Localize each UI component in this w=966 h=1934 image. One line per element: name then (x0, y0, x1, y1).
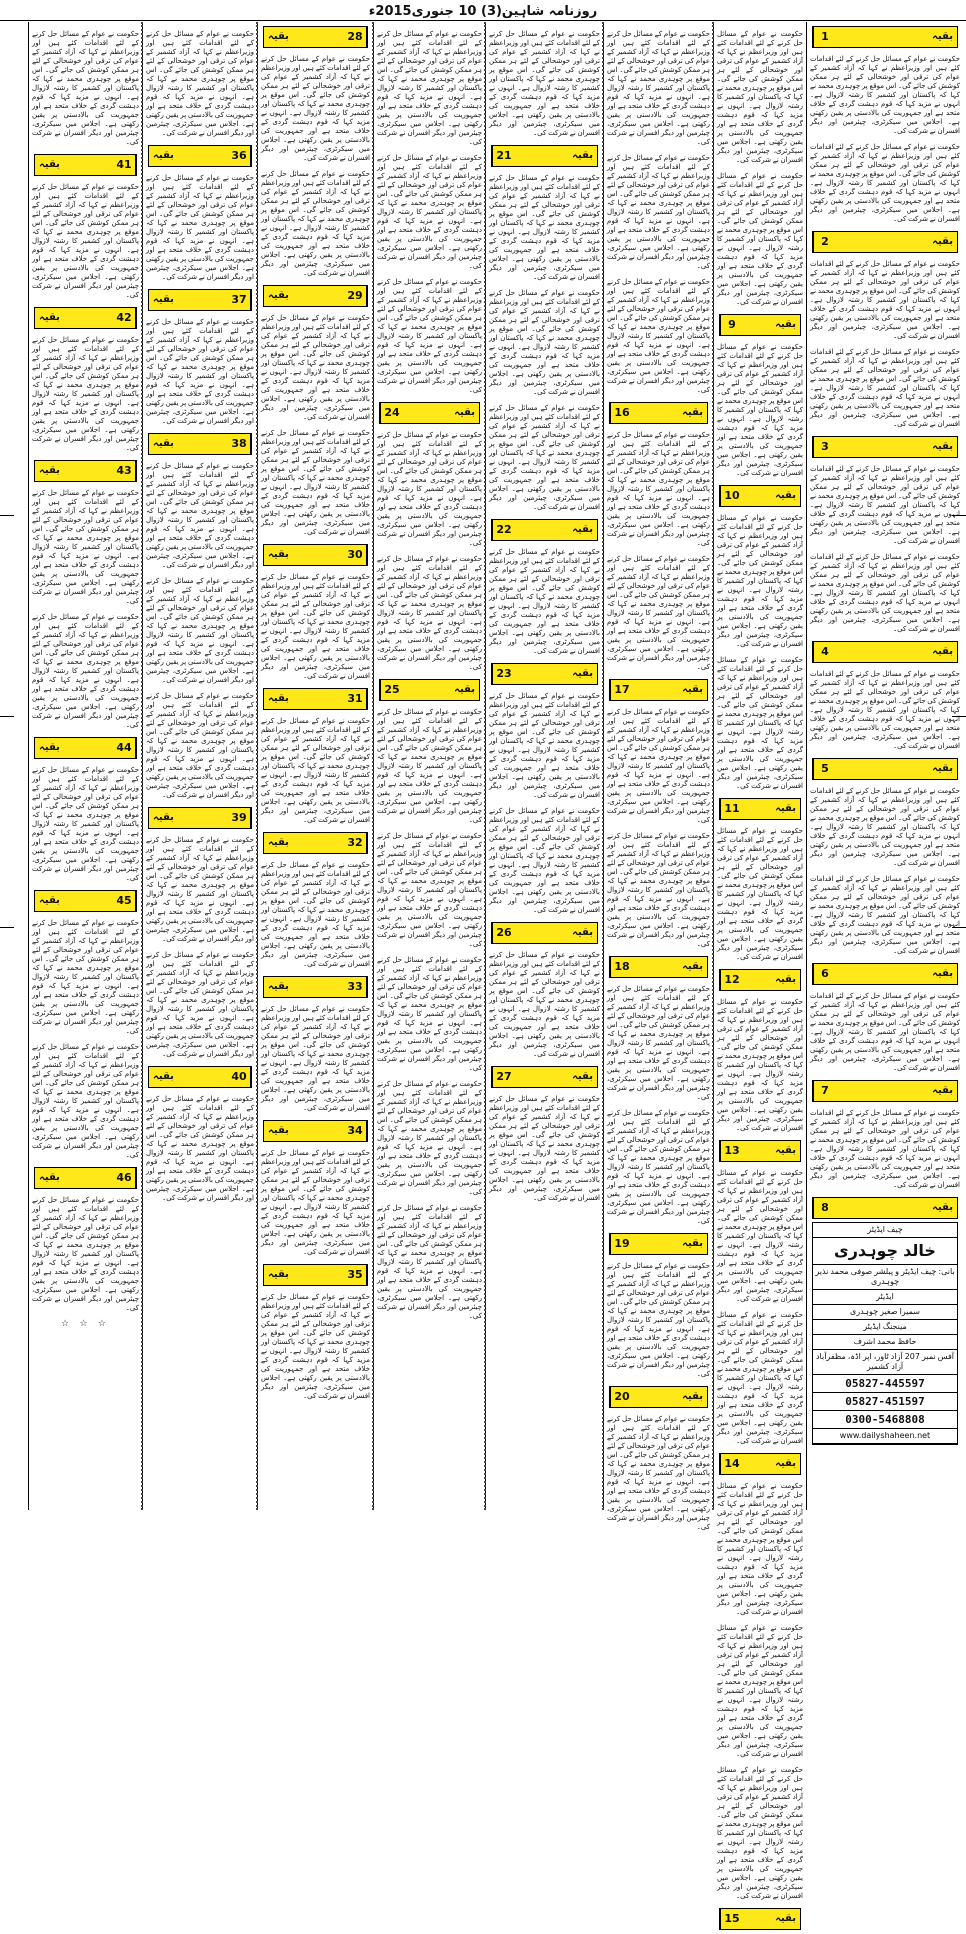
continuation-tag-9: 9 بقیہ (719, 314, 801, 336)
fold-mark (952, 927, 966, 928)
article-text: حکومت نے عوام کے مسائل حل کرنے کے لئے اقدامات کئے ہیں اور وزیراعظم نے کہا کہ آزاد کشمیر کے عوام کی ترقی اور خوشحالی کے لئے ہر ممکن کوشش کی جائے گی۔ اس موقع پر چوہدری محمد نے کہا کہ پاکستان اور کشمیر کا رشتہ لازوال ہے۔ انہوں نے مزید کہا کہ قوم دہشت گردی کے خلاف متحد ہے اور جمہوریت کی بالادستی پر یقین رکھتی ہے۔ اجلاس میں سیکرٹری، چیئرمین اور دیگر افسران نے شرکت کی۔ (810, 992, 960, 1072)
continuation-tag-29: 29 بقیہ (263, 285, 368, 307)
chief-editor-label: چیف ایڈیٹر (813, 1223, 957, 1238)
continuation-tag-18: 18 بقیہ (609, 956, 708, 978)
office-address: آفس نمبر 207 آزاد ٹاور، اپر اڈہ، مظفرآباد آزاد کشمیر (813, 1350, 957, 1375)
continuation-tag-33: 33 بقیہ (263, 976, 368, 998)
continuation-tag-19: 19 بقیہ (609, 1233, 708, 1255)
column-7 (142, 22, 257, 1510)
article-text: حکومت نے عوام کے مسائل حل کرنے کے لئے اقدامات کئے ہیں اور وزیراعظم نے کہا کہ آزاد کشمیر کے عوام کی ترقی اور خوشحالی کے لئے ہر ممکن کوشش کی جائے گی۔ اس موقع پر چوہدری محمد نے کہا کہ پاکستان اور کشمیر کا رشتہ لازوال ہے۔ انہوں نے مزید کہا کہ قوم دہشت گردی کے خلاف متحد ہے اور جمہوریت کی بالادستی پر یقین رکھتی ہے۔ اجلاس میں سیکرٹری، چیئرمین اور دیگر افسران نے شرکت کی۔ (146, 951, 254, 1058)
article-text: حکومت نے عوام کے مسائل حل کرنے کے لئے اقدامات کئے ہیں اور وزیراعظم نے کہا کہ آزاد کشمیر کے عوام کی ترقی اور خوشحالی کے لئے ہر ممکن کوشش کی جائے گی۔ اس موقع پر چوہدری محمد نے کہا کہ پاکستان اور کشمیر کا رشتہ لازوال ہے۔ انہوں نے مزید کہا کہ قوم دہشت گردی کے خلاف متحد ہے اور جمہوریت کی بالادستی پر یقین رکھتی ہے۔ اجلاس میں سیکرٹری، چیئرمین اور دیگر افسران نے شرکت کی۔ (261, 573, 370, 680)
continuation-tag-13: 13 بقیہ (719, 1140, 801, 1162)
article-text: حکومت نے عوام کے مسائل حل کرنے کے لئے اقدامات کئے ہیں اور وزیراعظم نے کہا کہ آزاد کشمیر کے عوام کی ترقی اور خوشحالی کے لئے ہر ممکن کوشش کی جائے گی۔ اس موقع پر چوہدری محمد نے کہا کہ پاکستان اور کشمیر کا رشتہ لازوال ہے۔ انہوں نے مزید کہا کہ قوم دہشت گردی کے خلاف متحد ہے اور جمہوریت کی بالادستی پر یقین رکھتی ہے۔ اجلاس میں سیکرٹری، چیئرمین اور دیگر افسران نے شرکت کی۔ (607, 154, 710, 270)
article-text: حکومت نے عوام کے مسائل حل کرنے کے لئے اقدامات کئے ہیں اور وزیراعظم نے کہا کہ آزاد کشمیر کے عوام کی ترقی اور خوشحالی کے لئے ہر ممکن کوشش کی جائے گی۔ اس موقع پر چوہدری محمد نے کہا کہ پاکستان اور کشمیر کا رشتہ لازوال ہے۔ انہوں نے مزید کہا کہ قوم دہشت گردی کے خلاف متحد ہے اور جمہوریت کی بالادستی پر یقین رکھتی ہے۔ اجلاس میں سیکرٹری، چیئرمین اور دیگر افسران نے شرکت کی۔ (607, 431, 710, 547)
article-text: حکومت نے عوام کے مسائل حل کرنے کے لئے اقدامات کئے ہیں اور وزیراعظم نے کہا کہ آزاد کشمیر کے عوام کی ترقی اور خوشحالی کے لئے ہر ممکن کوشش کی جائے گی۔ اس موقع پر چوہدری محمد نے کہا کہ پاکستان اور کشمیر کا رشتہ لازوال ہے۔ انہوں نے مزید کہا کہ قوم دہشت گردی کے خلاف متحد ہے اور جمہوریت کی بالادستی پر یقین رکھتی ہے۔ اجلاس میں سیکرٹری، چیئرمین اور دیگر افسران نے شرکت کی۔ (377, 555, 482, 671)
continuation-tag-14: 14 بقیہ (719, 1453, 801, 1475)
article-text: حکومت نے عوام کے مسائل حل کرنے کے لئے اقدامات کئے ہیں اور وزیراعظم نے کہا کہ آزاد کشمیر کے عوام کی ترقی اور خوشحالی کے لئے ہر ممکن کوشش کی جائے گی۔ اس موقع پر چوہدری محمد نے کہا کہ پاکستان اور کشمیر کا رشتہ لازوال ہے۔ انہوں نے مزید کہا کہ قوم دہشت گردی کے خلاف متحد ہے اور جمہوریت کی بالادستی پر یقین رکھتی ہے۔ اجلاس میں سیکرٹری، چیئرمین اور دیگر افسران نے شرکت کی۔ (607, 30, 710, 146)
article-text: حکومت نے عوام کے مسائل حل کرنے کے لئے اقدامات کئے ہیں اور وزیراعظم نے کہا کہ آزاد کشمیر کے عوام کی ترقی اور خوشحالی کے لئے ہر ممکن کوشش کی جائے گی۔ اس موقع پر چوہدری محمد نے کہا کہ پاکستان اور کشمیر کا رشتہ لازوال ہے۔ انہوں نے مزید کہا کہ قوم دہشت گردی کے خلاف متحد ہے اور جمہوریت کی بالادستی پر یقین رکھتی ہے۔ اجلاس میں سیکرٹری، چیئرمین اور دیگر افسران نے شرکت کی۔ (261, 429, 370, 536)
article-text: حکومت نے عوام کے مسائل حل کرنے کے لئے اقدامات کئے ہیں اور وزیراعظم نے کہا کہ آزاد کشمیر کے عوام کی ترقی اور خوشحالی کے لئے ہر ممکن کوشش کی جائے گی۔ اس موقع پر چوہدری محمد نے کہا کہ پاکستان اور کشمیر کا رشتہ لازوال ہے۔ انہوں نے مزید کہا کہ قوم دہشت گردی کے خلاف متحد ہے اور جمہوریت کی بالادستی پر یقین رکھتی ہے۔ اجلاس میں سیکرٹری، چیئرمین اور دیگر افسران نے شرکت کی۔ (489, 807, 600, 914)
continuation-tag-22: 22 بقیہ (491, 519, 598, 541)
continuation-tag-45: 45 بقیہ (34, 890, 137, 912)
continuation-tag-26: 26 بقیہ (491, 922, 598, 944)
article-text: حکومت نے عوام کے مسائل حل کرنے کے لئے اقدامات کئے ہیں اور وزیراعظم نے کہا کہ آزاد کشمیر کے عوام کی ترقی اور خوشحالی کے لئے ہر ممکن کوشش کی جائے گی۔ اس موقع پر چوہدری محمد نے کہا کہ پاکستان اور کشمیر کا رشتہ لازوال ہے۔ انہوں نے مزید کہا کہ قوم دہشت گردی کے خلاف متحد ہے اور جمہوریت کی بالادستی پر یقین رکھتی ہے۔ اجلاس میں سیکرٹری، چیئرمین اور دیگر افسران نے شرکت کی۔ (146, 30, 254, 137)
column-8 (28, 22, 142, 1510)
article-text: حکومت نے عوام کے مسائل حل کرنے کے لئے اقدامات کئے ہیں اور وزیراعظم نے کہا کہ آزاد کشمیر کے عوام کی ترقی اور خوشحالی کے لئے ہر ممکن کوشش کی جائے گی۔ اس موقع پر چوہدری محمد نے کہا کہ پاکستان اور کشمیر کا رشتہ لازوال ہے۔ انہوں نے مزید کہا کہ قوم دہشت گردی کے خلاف متحد ہے اور جمہوریت کی بالادستی پر یقین رکھتی ہے۔ اجلاس میں سیکرٹری، چیئرمین اور دیگر افسران نے شرکت کی۔ (607, 1262, 710, 1378)
article-text: حکومت نے عوام کے مسائل حل کرنے کے لئے اقدامات کئے ہیں اور وزیراعظم نے کہا کہ آزاد کشمیر کے عوام کی ترقی اور خوشحالی کے لئے ہر ممکن کوشش کی جائے گی۔ اس موقع پر چوہدری محمد نے کہا کہ پاکستان اور کشمیر کا رشتہ لازوال ہے۔ انہوں نے مزید کہا کہ قوم دہشت گردی کے خلاف متحد ہے اور جمہوریت کی بالادستی پر یقین رکھتی ہے۔ اجلاس میں سیکرٹری، چیئرمین اور دیگر افسران نے شرکت کی۔ (377, 431, 482, 547)
continuation-tag-16: 16 بقیہ (609, 402, 708, 424)
article-text: حکومت نے عوام کے مسائل حل کرنے کے لئے اقدامات کئے ہیں اور وزیراعظم نے کہا کہ آزاد کشمیر کے عوام کی ترقی اور خوشحالی کے لئے ہر ممکن کوشش کی جائے گی۔ اس موقع پر چوہدری محمد نے کہا کہ پاکستان اور کشمیر کا رشتہ لازوال ہے۔ انہوں نے مزید کہا کہ قوم دہشت گردی کے خلاف متحد ہے اور جمہوریت کی بالادستی پر یقین رکھتی ہے۔ اجلاس میں سیکرٹری، چیئرمین اور دیگر افسران نے شرکت کی۔ (717, 827, 803, 961)
continuation-tag-1: 1 بقیہ (812, 26, 958, 48)
article-text: حکومت نے عوام کے مسائل حل کرنے کے لئے اقدامات کئے ہیں اور وزیراعظم نے کہا کہ آزاد کشمیر کے عوام کی ترقی اور خوشحالی کے لئے ہر ممکن کوشش کی جائے گی۔ اس موقع پر چوہدری محمد نے کہا کہ پاکستان اور کشمیر کا رشتہ لازوال ہے۔ انہوں نے مزید کہا کہ قوم دہشت گردی کے خلاف متحد ہے اور جمہوریت کی بالادستی پر یقین رکھتی ہے۔ اجلاس میں سیکرٹری، چیئرمین اور دیگر افسران نے شرکت کی۔ (32, 1196, 139, 1312)
article-text: حکومت نے عوام کے مسائل حل کرنے کے لئے اقدامات کئے ہیں اور وزیراعظم نے کہا کہ آزاد کشمیر کے عوام کی ترقی اور خوشحالی کے لئے ہر ممکن کوشش کی جائے گی۔ اس موقع پر چوہدری محمد نے کہا کہ پاکستان اور کشمیر کا رشتہ لازوال ہے۔ انہوں نے مزید کہا کہ قوم دہشت گردی کے خلاف متحد ہے اور جمہوریت کی بالادستی پر یقین رکھتی ہے۔ اجلاس میں سیکرٹری، چیئرمین اور دیگر افسران نے شرکت کی۔ (607, 555, 710, 671)
article-text: حکومت نے عوام کے مسائل حل کرنے کے لئے اقدامات کئے ہیں اور وزیراعظم نے کہا کہ آزاد کشمیر کے عوام کی ترقی اور خوشحالی کے لئے ہر ممکن کوشش کی جائے گی۔ اس موقع پر چوہدری محمد نے کہا کہ پاکستان اور کشمیر کا رشتہ لازوال ہے۔ انہوں نے مزید کہا کہ قوم دہشت گردی کے خلاف متحد ہے اور جمہوریت کی بالادستی پر یقین رکھتی ہے۔ اجلاس میں سیکرٹری، چیئرمین اور دیگر افسران نے شرکت کی۔ (261, 314, 370, 421)
article-text: حکومت نے عوام کے مسائل حل کرنے کے لئے اقدامات کئے ہیں اور وزیراعظم نے کہا کہ آزاد کشمیر کے عوام کی ترقی اور خوشحالی کے لئے ہر ممکن کوشش کی جائے گی۔ اس موقع پر چوہدری محمد نے کہا کہ پاکستان اور کشمیر کا رشتہ لازوال ہے۔ انہوں نے مزید کہا کہ قوم دہشت گردی کے خلاف متحد ہے اور جمہوریت کی بالادستی پر یقین رکھتی ہے۔ اجلاس میں سیکرٹری، چیئرمین اور دیگر افسران نے شرکت کی۔ (32, 183, 139, 299)
continuation-tag-40: 40 بقیہ (148, 1066, 252, 1088)
article-text: حکومت نے عوام کے مسائل حل کرنے کے لئے اقدامات کئے ہیں اور وزیراعظم نے کہا کہ آزاد کشمیر کے عوام کی ترقی اور خوشحالی کے لئے ہر ممکن کوشش کی جائے گی۔ اس موقع پر چوہدری محمد نے کہا کہ پاکستان اور کشمیر کا رشتہ لازوال ہے۔ انہوں نے مزید کہا کہ قوم دہشت گردی کے خلاف متحد ہے اور جمہوریت کی بالادستی پر یقین رکھتی ہے۔ اجلاس میں سیکرٹری، چیئرمین اور دیگر افسران نے شرکت کی۔ (146, 692, 254, 799)
managing-editor-label: مینجنگ ایڈیٹر (813, 1320, 957, 1335)
article-text: حکومت نے عوام کے مسائل حل کرنے کے لئے اقدامات کئے ہیں اور وزیراعظم نے کہا کہ آزاد کشمیر کے عوام کی ترقی اور خوشحالی کے لئے ہر ممکن کوشش کی جائے گی۔ اس موقع پر چوہدری محمد نے کہا کہ پاکستان اور کشمیر کا رشتہ لازوال ہے۔ انہوں نے مزید کہا کہ قوم دہشت گردی کے خلاف متحد ہے اور جمہوریت کی بالادستی پر یقین رکھتی ہے۔ اجلاس میں سیکرٹری، چیئرمین اور دیگر افسران نے شرکت کی۔ (261, 170, 370, 277)
article-text: حکومت نے عوام کے مسائل حل کرنے کے لئے اقدامات کئے ہیں اور وزیراعظم نے کہا کہ آزاد کشمیر کے عوام کی ترقی اور خوشحالی کے لئے ہر ممکن کوشش کی جائے گی۔ اس موقع پر چوہدری محمد نے کہا کہ پاکستان اور کشمیر کا رشتہ لازوال ہے۔ انہوں نے مزید کہا کہ قوم دہشت گردی کے خلاف متحد ہے اور جمہوریت کی بالادستی پر یقین رکھتی ہے۔ اجلاس میں سیکرٹری، چیئرمین اور دیگر افسران نے شرکت کی۔ (717, 1766, 803, 1900)
article-text: حکومت نے عوام کے مسائل حل کرنے کے لئے اقدامات کئے ہیں اور وزیراعظم نے کہا کہ آزاد کشمیر کے عوام کی ترقی اور خوشحالی کے لئے ہر ممکن کوشش کی جائے گی۔ اس موقع پر چوہدری محمد نے کہا کہ پاکستان اور کشمیر کا رشتہ لازوال ہے۔ انہوں نے مزید کہا کہ قوم دہشت گردی کے خلاف متحد ہے اور جمہوریت کی بالادستی پر یقین رکھتی ہے۔ اجلاس میں سیکرٹری، چیئرمین اور دیگر افسران نے شرکت کی۔ (32, 613, 139, 729)
article-text: حکومت نے عوام کے مسائل حل کرنے کے لئے اقدامات کئے ہیں اور وزیراعظم نے کہا کہ آزاد کشمیر کے عوام کی ترقی اور خوشحالی کے لئے ہر ممکن کوشش کی جائے گی۔ اس موقع پر چوہدری محمد نے کہا کہ پاکستان اور کشمیر کا رشتہ لازوال ہے۔ انہوں نے مزید کہا کہ قوم دہشت گردی کے خلاف متحد ہے اور جمہوریت کی بالادستی پر یقین رکھتی ہے۔ اجلاس میں سیکرٹری، چیئرمین اور دیگر افسران نے شرکت کی۔ (717, 1169, 803, 1303)
article-text: حکومت نے عوام کے مسائل حل کرنے کے لئے اقدامات کئے ہیں اور وزیراعظم نے کہا کہ آزاد کشمیر کے عوام کی ترقی اور خوشحالی کے لئے ہر ممکن کوشش کی جائے گی۔ اس موقع پر چوہدری محمد نے کہا کہ پاکستان اور کشمیر کا رشتہ لازوال ہے۔ انہوں نے مزید کہا کہ قوم دہشت گردی کے خلاف متحد ہے اور جمہوریت کی بالادستی پر یقین رکھتی ہے۔ اجلاس میں سیکرٹری، چیئرمین اور دیگر افسران نے شرکت کی۔ (377, 832, 482, 948)
article-text: حکومت نے عوام کے مسائل حل کرنے کے لئے اقدامات کئے ہیں اور وزیراعظم نے کہا کہ آزاد کشمیر کے عوام کی ترقی اور خوشحالی کے لئے ہر ممکن کوشش کی جائے گی۔ اس موقع پر چوہدری محمد نے کہا کہ پاکستان اور کشمیر کا رشتہ لازوال ہے۔ انہوں نے مزید کہا کہ قوم دہشت گردی کے خلاف متحد ہے اور جمہوریت کی بالادستی پر یقین رکھتی ہے۔ اجلاس میں سیکرٹری، چیئرمین اور دیگر افسران نے شرکت کی۔ (810, 260, 960, 340)
article-text: حکومت نے عوام کے مسائل حل کرنے کے لئے اقدامات کئے ہیں اور وزیراعظم نے کہا کہ آزاد کشمیر کے عوام کی ترقی اور خوشحالی کے لئے ہر ممکن کوشش کی جائے گی۔ اس موقع پر چوہدری محمد نے کہا کہ پاکستان اور کشمیر کا رشتہ لازوال ہے۔ انہوں نے مزید کہا کہ قوم دہشت گردی کے خلاف متحد ہے اور جمہوریت کی بالادستی پر یقین رکھتی ہے۔ اجلاس میں سیکرٹری، چیئرمین اور دیگر افسران نے شرکت کی۔ (810, 465, 960, 545)
article-text: حکومت نے عوام کے مسائل حل کرنے کے لئے اقدامات کئے ہیں اور وزیراعظم نے کہا کہ آزاد کشمیر کے عوام کی ترقی اور خوشحالی کے لئے ہر ممکن کوشش کی جائے گی۔ اس موقع پر چوہدری محمد نے کہا کہ پاکستان اور کشمیر کا رشتہ لازوال ہے۔ انہوں نے مزید کہا کہ قوم دہشت گردی کے خلاف متحد ہے اور جمہوریت کی بالادستی پر یقین رکھتی ہے۔ اجلاس میں سیکرٹری، چیئرمین اور دیگر افسران نے شرکت کی۔ (146, 577, 254, 684)
article-text: حکومت نے عوام کے مسائل حل کرنے کے لئے اقدامات کئے ہیں اور وزیراعظم نے کہا کہ آزاد کشمیر کے عوام کی ترقی اور خوشحالی کے لئے ہر ممکن کوشش کی جائے گی۔ اس موقع پر چوہدری محمد نے کہا کہ پاکستان اور کشمیر کا رشتہ لازوال ہے۔ انہوں نے مزید کہا کہ قوم دہشت گردی کے خلاف متحد ہے اور جمہوریت کی بالادستی پر یقین رکھتی ہے۔ اجلاس میں سیکرٹری، چیئرمین اور دیگر افسران نے شرکت کی۔ (717, 343, 803, 477)
article-text: حکومت نے عوام کے مسائل حل کرنے کے لئے اقدامات کئے ہیں اور وزیراعظم نے کہا کہ آزاد کشمیر کے عوام کی ترقی اور خوشحالی کے لئے ہر ممکن کوشش کی جائے گی۔ اس موقع پر چوہدری محمد نے کہا کہ پاکستان اور کشمیر کا رشتہ لازوال ہے۔ انہوں نے مزید کہا کہ قوم دہشت گردی کے خلاف متحد ہے اور جمہوریت کی بالادستی پر یقین رکھتی ہے۔ اجلاس میں سیکرٹری، چیئرمین اور دیگر افسران نے شرکت کی۔ (810, 143, 960, 223)
article-text: حکومت نے عوام کے مسائل حل کرنے کے لئے اقدامات کئے ہیں اور وزیراعظم نے کہا کہ آزاد کشمیر کے عوام کی ترقی اور خوشحالی کے لئے ہر ممکن کوشش کی جائے گی۔ اس موقع پر چوہدری محمد نے کہا کہ پاکستان اور کشمیر کا رشتہ لازوال ہے۔ انہوں نے مزید کہا کہ قوم دہشت گردی کے خلاف متحد ہے اور جمہوریت کی بالادستی پر یقین رکھتی ہے۔ اجلاس میں سیکرٹری، چیئرمین اور دیگر افسران نے شرکت کی۔ (607, 985, 710, 1101)
fold-mark (0, 515, 14, 516)
article-text: حکومت نے عوام کے مسائل حل کرنے کے لئے اقدامات کئے ہیں اور وزیراعظم نے کہا کہ آزاد کشمیر کے عوام کی ترقی اور خوشحالی کے لئے ہر ممکن کوشش کی جائے گی۔ اس موقع پر چوہدری محمد نے کہا کہ پاکستان اور کشمیر کا رشتہ لازوال ہے۔ انہوں نے مزید کہا کہ قوم دہشت گردی کے خلاف متحد ہے اور جمہوریت کی بالادستی پر یقین رکھتی ہے۔ اجلاس میں سیکرٹری، چیئرمین اور دیگر افسران نے شرکت کی۔ (146, 1095, 254, 1202)
continuation-tag-10: 10 بقیہ (719, 485, 801, 507)
article-text: حکومت نے عوام کے مسائل حل کرنے کے لئے اقدامات کئے ہیں اور وزیراعظم نے کہا کہ آزاد کشمیر کے عوام کی ترقی اور خوشحالی کے لئے ہر ممکن کوشش کی جائے گی۔ اس موقع پر چوہدری محمد نے کہا کہ پاکستان اور کشمیر کا رشتہ لازوال ہے۔ انہوں نے مزید کہا کہ قوم دہشت گردی کے خلاف متحد ہے اور جمہوریت کی بالادستی پر یقین رکھتی ہے۔ اجلاس میں سیکرٹری، چیئرمین اور دیگر افسران نے شرکت کی۔ (607, 832, 710, 948)
article-text: حکومت نے عوام کے مسائل حل کرنے کے لئے اقدامات کئے ہیں اور وزیراعظم نے کہا کہ آزاد کشمیر کے عوام کی ترقی اور خوشحالی کے لئے ہر ممکن کوشش کی جائے گی۔ اس موقع پر چوہدری محمد نے کہا کہ پاکستان اور کشمیر کا رشتہ لازوال ہے۔ انہوں نے مزید کہا کہ قوم دہشت گردی کے خلاف متحد ہے اور جمہوریت کی بالادستی پر یقین رکھتی ہے۔ اجلاس میں سیکرٹری، چیئرمین اور دیگر افسران نے شرکت کی۔ (32, 1043, 139, 1159)
website-link[interactable]: www.dailyshaheen.net (813, 1429, 957, 1444)
article-text: حکومت نے عوام کے مسائل حل کرنے کے لئے اقدامات کئے ہیں اور وزیراعظم نے کہا کہ آزاد کشمیر کے عوام کی ترقی اور خوشحالی کے لئے ہر ممکن کوشش کی جائے گی۔ اس موقع پر چوہدری محمد نے کہا کہ پاکستان اور کشمیر کا رشتہ لازوال ہے۔ انہوں نے مزید کہا کہ قوم دہشت گردی کے خلاف متحد ہے اور جمہوریت کی بالادستی پر یقین رکھتی ہے۔ اجلاس میں سیکرٹری، چیئرمین اور دیگر افسران نے شرکت کی۔ (489, 692, 600, 799)
continuation-tag-46: 46 بقیہ (34, 1167, 137, 1189)
article-text: حکومت نے عوام کے مسائل حل کرنے کے لئے اقدامات کئے ہیں اور وزیراعظم نے کہا کہ آزاد کشمیر کے عوام کی ترقی اور خوشحالی کے لئے ہر ممکن کوشش کی جائے گی۔ اس موقع پر چوہدری محمد نے کہا کہ پاکستان اور کشمیر کا رشتہ لازوال ہے۔ انہوں نے مزید کہا کہ قوم دہشت گردی کے خلاف متحد ہے اور جمہوریت کی بالادستی پر یقین رکھتی ہے۔ اجلاس میں سیکرٹری، چیئرمین اور دیگر افسران نے شرکت کی۔ (261, 861, 370, 968)
imprint-box (812, 1222, 958, 1445)
article-text: حکومت نے عوام کے مسائل حل کرنے کے لئے اقدامات کئے ہیں اور وزیراعظم نے کہا کہ آزاد کشمیر کے عوام کی ترقی اور خوشحالی کے لئے ہر ممکن کوشش کی جائے گی۔ اس موقع پر چوہدری محمد نے کہا کہ پاکستان اور کشمیر کا رشتہ لازوال ہے۔ انہوں نے مزید کہا کہ قوم دہشت گردی کے خلاف متحد ہے اور جمہوریت کی بالادستی پر یقین رکھتی ہے۔ اجلاس میں سیکرٹری، چیئرمین اور دیگر افسران نے شرکت کی۔ (32, 766, 139, 882)
fold-mark (0, 927, 14, 928)
article-text: حکومت نے عوام کے مسائل حل کرنے کے لئے اقدامات کئے ہیں اور وزیراعظم نے کہا کہ آزاد کشمیر کے عوام کی ترقی اور خوشحالی کے لئے ہر ممکن کوشش کی جائے گی۔ اس موقع پر چوہدری محمد نے کہا کہ پاکستان اور کشمیر کا رشتہ لازوال ہے۔ انہوں نے مزید کہا کہ قوم دہشت گردی کے خلاف متحد ہے اور جمہوریت کی بالادستی پر یقین رکھتی ہے۔ اجلاس میں سیکرٹری، چیئرمین اور دیگر افسران نے شرکت کی۔ (146, 318, 254, 425)
column-divider (484, 22, 486, 1510)
editor-name: سمیرا صغیر چوہدری (813, 1305, 957, 1320)
column-5 (373, 22, 485, 1510)
masthead (0, 0, 966, 21)
article-text: حکومت نے عوام کے مسائل حل کرنے کے لئے اقدامات کئے ہیں اور وزیراعظم نے کہا کہ آزاد کشمیر کے عوام کی ترقی اور خوشحالی کے لئے ہر ممکن کوشش کی جائے گی۔ اس موقع پر چوہدری محمد نے کہا کہ پاکستان اور کشمیر کا رشتہ لازوال ہے۔ انہوں نے مزید کہا کہ قوم دہشت گردی کے خلاف متحد ہے اور جمہوریت کی بالادستی پر یقین رکھتی ہے۔ اجلاس میں سیکرٹری، چیئرمین اور دیگر افسران نے شرکت کی۔ (261, 1293, 370, 1400)
column-1 (806, 22, 963, 1510)
column-divider (372, 22, 374, 1510)
continuation-tag-35: 35 بقیہ (263, 1264, 368, 1286)
article-text: حکومت نے عوام کے مسائل حل کرنے کے لئے اقدامات کئے ہیں اور وزیراعظم نے کہا کہ آزاد کشمیر کے عوام کی ترقی اور خوشحالی کے لئے ہر ممکن کوشش کی جائے گی۔ اس موقع پر چوہدری محمد نے کہا کہ پاکستان اور کشمیر کا رشتہ لازوال ہے۔ انہوں نے مزید کہا کہ قوم دہشت گردی کے خلاف متحد ہے اور جمہوریت کی بالادستی پر یقین رکھتی ہے۔ اجلاس میں سیکرٹری، چیئرمین اور دیگر افسران نے شرکت کی۔ (377, 154, 482, 270)
article-text: حکومت نے عوام کے مسائل حل کرنے کے لئے اقدامات کئے ہیں اور وزیراعظم نے کہا کہ آزاد کشمیر کے عوام کی ترقی اور خوشحالی کے لئے ہر ممکن کوشش کی جائے گی۔ اس موقع پر چوہدری محمد نے کہا کہ پاکستان اور کشمیر کا رشتہ لازوال ہے۔ انہوں نے مزید کہا کہ قوم دہشت گردی کے خلاف متحد ہے اور جمہوریت کی بالادستی پر یقین رکھتی ہے۔ اجلاس میں سیکرٹری، چیئرمین اور دیگر افسران نے شرکت کی۔ (32, 489, 139, 605)
column-2 (713, 22, 806, 1925)
continuation-tag-11: 11 بقیہ (719, 798, 801, 820)
article-text: حکومت نے عوام کے مسائل حل کرنے کے لئے اقدامات کئے ہیں اور وزیراعظم نے کہا کہ آزاد کشمیر کے عوام کی ترقی اور خوشحالی کے لئے ہر ممکن کوشش کی جائے گی۔ اس موقع پر چوہدری محمد نے کہا کہ پاکستان اور کشمیر کا رشتہ لازوال ہے۔ انہوں نے مزید کہا کہ قوم دہشت گردی کے خلاف متحد ہے اور جمہوریت کی بالادستی پر یقین رکھتی ہے۔ اجلاس میں سیکرٹری، چیئرمین اور دیگر افسران نے شرکت کی۔ (261, 717, 370, 824)
masthead-date: روزنامہ شاہین(3) 10 جنوری2015ء (368, 4, 598, 19)
article-text: حکومت نے عوام کے مسائل حل کرنے کے لئے اقدامات کئے ہیں اور وزیراعظم نے کہا کہ آزاد کشمیر کے عوام کی ترقی اور خوشحالی کے لئے ہر ممکن کوشش کی جائے گی۔ اس موقع پر چوہدری محمد نے کہا کہ پاکستان اور کشمیر کا رشتہ لازوال ہے۔ انہوں نے مزید کہا کہ قوم دہشت گردی کے خلاف متحد ہے اور جمہوریت کی بالادستی پر یقین رکھتی ہے۔ اجلاس میں سیکرٹری، چیئرمین اور دیگر افسران نے شرکت کی۔ (607, 1415, 710, 1531)
continuation-tag-34: 34 بقیہ (263, 1120, 368, 1142)
column-6 (257, 22, 373, 1510)
article-text: حکومت نے عوام کے مسائل حل کرنے کے لئے اقدامات کئے ہیں اور وزیراعظم نے کہا کہ آزاد کشمیر کے عوام کی ترقی اور خوشحالی کے لئے ہر ممکن کوشش کی جائے گی۔ اس موقع پر چوہدری محمد نے کہا کہ پاکستان اور کشمیر کا رشتہ لازوال ہے۔ انہوں نے مزید کہا کہ قوم دہشت گردی کے خلاف متحد ہے اور جمہوریت کی بالادستی پر یقین رکھتی ہے۔ اجلاس میں سیکرٹری، چیئرمین اور دیگر افسران نے شرکت کی۔ (810, 787, 960, 867)
article-text: حکومت نے عوام کے مسائل حل کرنے کے لئے اقدامات کئے ہیں اور وزیراعظم نے کہا کہ آزاد کشمیر کے عوام کی ترقی اور خوشحالی کے لئے ہر ممکن کوشش کی جائے گی۔ اس موقع پر چوہدری محمد نے کہا کہ پاکستان اور کشمیر کا رشتہ لازوال ہے۔ انہوں نے مزید کہا کہ قوم دہشت گردی کے خلاف متحد ہے اور جمہوریت کی بالادستی پر یقین رکھتی ہے۔ اجلاس میں سیکرٹری، چیئرمین اور دیگر افسران نے شرکت کی۔ (607, 278, 710, 394)
continuation-tag-27: 27 بقیہ (491, 1066, 598, 1088)
article-text: حکومت نے عوام کے مسائل حل کرنے کے لئے اقدامات کئے ہیں اور وزیراعظم نے کہا کہ آزاد کشمیر کے عوام کی ترقی اور خوشحالی کے لئے ہر ممکن کوشش کی جائے گی۔ اس موقع پر چوہدری محمد نے کہا کہ پاکستان اور کشمیر کا رشتہ لازوال ہے۔ انہوں نے مزید کہا کہ قوم دہشت گردی کے خلاف متحد ہے اور جمہوریت کی بالادستی پر یقین رکھتی ہے۔ اجلاس میں سیکرٹری، چیئرمین اور دیگر افسران نے شرکت کی۔ (377, 30, 482, 146)
article-text: حکومت نے عوام کے مسائل حل کرنے کے لئے اقدامات کئے ہیں اور وزیراعظم نے کہا کہ آزاد کشمیر کے عوام کی ترقی اور خوشحالی کے لئے ہر ممکن کوشش کی جائے گی۔ اس موقع پر چوہدری محمد نے کہا کہ پاکستان اور کشمیر کا رشتہ لازوال ہے۔ انہوں نے مزید کہا کہ قوم دہشت گردی کے خلاف متحد ہے اور جمہوریت کی بالادستی پر یقین رکھتی ہے۔ اجلاس میں سیکرٹری، چیئرمین اور دیگر افسران نے شرکت کی۔ (717, 998, 803, 1132)
article-text: حکومت نے عوام کے مسائل حل کرنے کے لئے اقدامات کئے ہیں اور وزیراعظم نے کہا کہ آزاد کشمیر کے عوام کی ترقی اور خوشحالی کے لئے ہر ممکن کوشش کی جائے گی۔ اس موقع پر چوہدری محمد نے کہا کہ پاکستان اور کشمیر کا رشتہ لازوال ہے۔ انہوں نے مزید کہا کہ قوم دہشت گردی کے خلاف متحد ہے اور جمہوریت کی بالادستی پر یقین رکھتی ہے۔ اجلاس میں سیکرٹری، چیئرمین اور دیگر افسران نے شرکت کی۔ (717, 1624, 803, 1758)
phone-1: 05827-445597 (813, 1375, 957, 1393)
continuation-tag-30: 30 بقیہ (263, 544, 368, 566)
article-text: حکومت نے عوام کے مسائل حل کرنے کے لئے اقدامات کئے ہیں اور وزیراعظم نے کہا کہ آزاد کشمیر کے عوام کی ترقی اور خوشحالی کے لئے ہر ممکن کوشش کی جائے گی۔ اس موقع پر چوہدری محمد نے کہا کہ پاکستان اور کشمیر کا رشتہ لازوال ہے۔ انہوں نے مزید کہا کہ قوم دہشت گردی کے خلاف متحد ہے اور جمہوریت کی بالادستی پر یقین رکھتی ہے۔ اجلاس میں سیکرٹری، چیئرمین اور دیگر افسران نے شرکت کی۔ (489, 404, 600, 511)
continuation-tag-25: 25 بقیہ (379, 679, 480, 701)
column-divider (141, 22, 143, 1510)
article-text: حکومت نے عوام کے مسائل حل کرنے کے لئے اقدامات کئے ہیں اور وزیراعظم نے کہا کہ آزاد کشمیر کے عوام کی ترقی اور خوشحالی کے لئے ہر ممکن کوشش کی جائے گی۔ اس موقع پر چوہدری محمد نے کہا کہ پاکستان اور کشمیر کا رشتہ لازوال ہے۔ انہوں نے مزید کہا کہ قوم دہشت گردی کے خلاف متحد ہے اور جمہوریت کی بالادستی پر یقین رکھتی ہے۔ اجلاس میں سیکرٹری، چیئرمین اور دیگر افسران نے شرکت کی۔ (607, 708, 710, 824)
article-text: حکومت نے عوام کے مسائل حل کرنے کے لئے اقدامات کئے ہیں اور وزیراعظم نے کہا کہ آزاد کشمیر کے عوام کی ترقی اور خوشحالی کے لئے ہر ممکن کوشش کی جائے گی۔ اس موقع پر چوہدری محمد نے کہا کہ پاکستان اور کشمیر کا رشتہ لازوال ہے۔ انہوں نے مزید کہا کہ قوم دہشت گردی کے خلاف متحد ہے اور جمہوریت کی بالادستی پر یقین رکھتی ہے۔ اجلاس میں سیکرٹری، چیئرمین اور دیگر افسران نے شرکت کی۔ (146, 462, 254, 569)
article-text: حکومت نے عوام کے مسائل حل کرنے کے لئے اقدامات کئے ہیں اور وزیراعظم نے کہا کہ آزاد کشمیر کے عوام کی ترقی اور خوشحالی کے لئے ہر ممکن کوشش کی جائے گی۔ اس موقع پر چوہدری محمد نے کہا کہ پاکستان اور کشمیر کا رشتہ لازوال ہے۔ انہوں نے مزید کہا کہ قوم دہشت گردی کے خلاف متحد ہے اور جمہوریت کی بالادستی پر یقین رکھتی ہے۔ اجلاس میں سیکرٹری، چیئرمین اور دیگر افسران نے شرکت کی۔ (377, 1204, 482, 1320)
article-text: حکومت نے عوام کے مسائل حل کرنے کے لئے اقدامات کئے ہیں اور وزیراعظم نے کہا کہ آزاد کشمیر کے عوام کی ترقی اور خوشحالی کے لئے ہر ممکن کوشش کی جائے گی۔ اس موقع پر چوہدری محمد نے کہا کہ پاکستان اور کشمیر کا رشتہ لازوال ہے۔ انہوں نے مزید کہا کہ قوم دہشت گردی کے خلاف متحد ہے اور جمہوریت کی بالادستی پر یقین رکھتی ہے۔ اجلاس میں سیکرٹری، چیئرمین اور دیگر افسران نے شرکت کی۔ (607, 1109, 710, 1225)
continuation-tag-7: 7 بقیہ (812, 1080, 958, 1102)
column-divider (256, 22, 258, 1510)
article-text: حکومت نے عوام کے مسائل حل کرنے کے لئے اقدامات کئے ہیں اور وزیراعظم نے کہا کہ آزاد کشمیر کے عوام کی ترقی اور خوشحالی کے لئے ہر ممکن کوشش کی جائے گی۔ اس موقع پر چوہدری محمد نے کہا کہ پاکستان اور کشمیر کا رشتہ لازوال ہے۔ انہوں نے مزید کہا کہ قوم دہشت گردی کے خلاف متحد ہے اور جمہوریت کی بالادستی پر یقین رکھتی ہے۔ اجلاس میں سیکرٹری، چیئرمین اور دیگر افسران نے شرکت کی۔ (717, 514, 803, 648)
article-text: حکومت نے عوام کے مسائل حل کرنے کے لئے اقدامات کئے ہیں اور وزیراعظم نے کہا کہ آزاد کشمیر کے عوام کی ترقی اور خوشحالی کے لئے ہر ممکن کوشش کی جائے گی۔ اس موقع پر چوہدری محمد نے کہا کہ پاکستان اور کشمیر کا رشتہ لازوال ہے۔ انہوں نے مزید کہا کہ قوم دہشت گردی کے خلاف متحد ہے اور جمہوریت کی بالادستی پر یقین رکھتی ہے۔ اجلاس میں سیکرٹری، چیئرمین اور دیگر افسران نے شرکت کی۔ (810, 670, 960, 750)
continuation-tag-5: 5 بقیہ (812, 758, 958, 780)
continuation-tag-15: 15 بقیہ (719, 1908, 801, 1930)
article-text: حکومت نے عوام کے مسائل حل کرنے کے لئے اقدامات کئے ہیں اور وزیراعظم نے کہا کہ آزاد کشمیر کے عوام کی ترقی اور خوشحالی کے لئے ہر ممکن کوشش کی جائے گی۔ اس موقع پر چوہدری محمد نے کہا کہ پاکستان اور کشمیر کا رشتہ لازوال ہے۔ انہوں نے مزید کہا کہ قوم دہشت گردی کے خلاف متحد ہے اور جمہوریت کی بالادستی پر یقین رکھتی ہے۔ اجلاس میں سیکرٹری، چیئرمین اور دیگر افسران نے شرکت کی۔ (717, 30, 803, 164)
article-text: حکومت نے عوام کے مسائل حل کرنے کے لئے اقدامات کئے ہیں اور وزیراعظم نے کہا کہ آزاد کشمیر کے عوام کی ترقی اور خوشحالی کے لئے ہر ممکن کوشش کی جائے گی۔ اس موقع پر چوہدری محمد نے کہا کہ پاکستان اور کشمیر کا رشتہ لازوال ہے۔ انہوں نے مزید کہا کہ قوم دہشت گردی کے خلاف متحد ہے اور جمہوریت کی بالادستی پر یقین رکھتی ہے۔ اجلاس میں سیکرٹری، چیئرمین اور دیگر افسران نے شرکت کی۔ (810, 553, 960, 633)
column-4 (485, 22, 603, 1510)
continuation-tag-4: 4 بقیہ (812, 641, 958, 663)
article-text: حکومت نے عوام کے مسائل حل کرنے کے لئے اقدامات کئے ہیں اور وزیراعظم نے کہا کہ آزاد کشمیر کے عوام کی ترقی اور خوشحالی کے لئے ہر ممکن کوشش کی جائے گی۔ اس موقع پر چوہدری محمد نے کہا کہ پاکستان اور کشمیر کا رشتہ لازوال ہے۔ انہوں نے مزید کہا کہ قوم دہشت گردی کے خلاف متحد ہے اور جمہوریت کی بالادستی پر یقین رکھتی ہے۔ اجلاس میں سیکرٹری، چیئرمین اور دیگر افسران نے شرکت کی۔ (489, 289, 600, 396)
continuation-tag-23: 23 بقیہ (491, 663, 598, 685)
continuation-tag-42: 42 بقیہ (34, 307, 137, 329)
continuation-tag-20: 20 بقیہ (609, 1386, 708, 1408)
article-text: حکومت نے عوام کے مسائل حل کرنے کے لئے اقدامات کئے ہیں اور وزیراعظم نے کہا کہ آزاد کشمیر کے عوام کی ترقی اور خوشحالی کے لئے ہر ممکن کوشش کی جائے گی۔ اس موقع پر چوہدری محمد نے کہا کہ پاکستان اور کشمیر کا رشتہ لازوال ہے۔ انہوں نے مزید کہا کہ قوم دہشت گردی کے خلاف متحد ہے اور جمہوریت کی بالادستی پر یقین رکھتی ہے۔ اجلاس میں سیکرٹری، چیئرمین اور دیگر افسران نے شرکت کی۔ (489, 1095, 600, 1202)
article-text: حکومت نے عوام کے مسائل حل کرنے کے لئے اقدامات کئے ہیں اور وزیراعظم نے کہا کہ آزاد کشمیر کے عوام کی ترقی اور خوشحالی کے لئے ہر ممکن کوشش کی جائے گی۔ اس موقع پر چوہدری محمد نے کہا کہ پاکستان اور کشمیر کا رشتہ لازوال ہے۔ انہوں نے مزید کہا کہ قوم دہشت گردی کے خلاف متحد ہے اور جمہوریت کی بالادستی پر یقین رکھتی ہے۔ اجلاس میں سیکرٹری، چیئرمین اور دیگر افسران نے شرکت کی۔ (261, 55, 370, 162)
continuation-tag-43: 43 بقیہ (34, 460, 137, 482)
founder-line: بانی: چیف ایڈیٹر و پبلشر صوفی محمد نذیر چوہدری (813, 1265, 957, 1290)
continuation-tag-6: 6 بقیہ (812, 963, 958, 985)
continuation-tag-44: 44 بقیہ (34, 737, 137, 759)
continuation-tag-36: 36 بقیہ (148, 145, 252, 167)
article-text: حکومت نے عوام کے مسائل حل کرنے کے لئے اقدامات کئے ہیں اور وزیراعظم نے کہا کہ آزاد کشمیر کے عوام کی ترقی اور خوشحالی کے لئے ہر ممکن کوشش کی جائے گی۔ اس موقع پر چوہدری محمد نے کہا کہ پاکستان اور کشمیر کا رشتہ لازوال ہے۔ انہوں نے مزید کہا کہ قوم دہشت گردی کے خلاف متحد ہے اور جمہوریت کی بالادستی پر یقین رکھتی ہے۔ اجلاس میں سیکرٹری، چیئرمین اور دیگر افسران نے شرکت کی۔ (489, 174, 600, 281)
continuation-tag-38: 38 بقیہ (148, 433, 252, 455)
article-text: حکومت نے عوام کے مسائل حل کرنے کے لئے اقدامات کئے ہیں اور وزیراعظم نے کہا کہ آزاد کشمیر کے عوام کی ترقی اور خوشحالی کے لئے ہر ممکن کوشش کی جائے گی۔ اس موقع پر چوہدری محمد نے کہا کہ پاکستان اور کشمیر کا رشتہ لازوال ہے۔ انہوں نے مزید کہا کہ قوم دہشت گردی کے خلاف متحد ہے اور جمہوریت کی بالادستی پر یقین رکھتی ہے۔ اجلاس میں سیکرٹری، چیئرمین اور دیگر افسران نے شرکت کی۔ (489, 951, 600, 1058)
continuation-tag-28: 28 بقیہ (263, 26, 368, 48)
continuation-tag-17: 17 بقیہ (609, 679, 708, 701)
article-text: حکومت نے عوام کے مسائل حل کرنے کے لئے اقدامات کئے ہیں اور وزیراعظم نے کہا کہ آزاد کشمیر کے عوام کی ترقی اور خوشحالی کے لئے ہر ممکن کوشش کی جائے گی۔ اس موقع پر چوہدری محمد نے کہا کہ پاکستان اور کشمیر کا رشتہ لازوال ہے۔ انہوں نے مزید کہا کہ قوم دہشت گردی کے خلاف متحد ہے اور جمہوریت کی بالادستی پر یقین رکھتی ہے۔ اجلاس میں سیکرٹری، چیئرمین اور دیگر افسران نے شرکت کی۔ (489, 30, 600, 137)
phone-2: 05827-451597 (813, 1393, 957, 1411)
article-text: حکومت نے عوام کے مسائل حل کرنے کے لئے اقدامات کئے ہیں اور وزیراعظم نے کہا کہ آزاد کشمیر کے عوام کی ترقی اور خوشحالی کے لئے ہر ممکن کوشش کی جائے گی۔ اس موقع پر چوہدری محمد نے کہا کہ پاکستان اور کشمیر کا رشتہ لازوال ہے۔ انہوں نے مزید کہا کہ قوم دہشت گردی کے خلاف متحد ہے اور جمہوریت کی بالادستی پر یقین رکھتی ہے۔ اجلاس میں سیکرٹری، چیئرمین اور دیگر افسران نے شرکت کی۔ (377, 278, 482, 394)
article-text: حکومت نے عوام کے مسائل حل کرنے کے لئے اقدامات کئے ہیں اور وزیراعظم نے کہا کہ آزاد کشمیر کے عوام کی ترقی اور خوشحالی کے لئے ہر ممکن کوشش کی جائے گی۔ اس موقع پر چوہدری محمد نے کہا کہ پاکستان اور کشمیر کا رشتہ لازوال ہے۔ انہوں نے مزید کہا کہ قوم دہشت گردی کے خلاف متحد ہے اور جمہوریت کی بالادستی پر یقین رکھتی ہے۔ اجلاس میں سیکرٹری، چیئرمین اور دیگر افسران نے شرکت کی۔ (146, 836, 254, 943)
editor-label: ایڈیٹر (813, 1290, 957, 1305)
end-stars: ☆ ☆ ☆ (61, 1319, 110, 1329)
fold-mark (0, 716, 14, 717)
article-text: حکومت نے عوام کے مسائل حل کرنے کے لئے اقدامات کئے ہیں اور وزیراعظم نے کہا کہ آزاد کشمیر کے عوام کی ترقی اور خوشحالی کے لئے ہر ممکن کوشش کی جائے گی۔ اس موقع پر چوہدری محمد نے کہا کہ پاکستان اور کشمیر کا رشتہ لازوال ہے۔ انہوں نے مزید کہا کہ قوم دہشت گردی کے خلاف متحد ہے اور جمہوریت کی بالادستی پر یقین رکھتی ہے۔ اجلاس میں سیکرٹری، چیئرمین اور دیگر افسران نے شرکت کی۔ (810, 875, 960, 955)
article-text: حکومت نے عوام کے مسائل حل کرنے کے لئے اقدامات کئے ہیں اور وزیراعظم نے کہا کہ آزاد کشمیر کے عوام کی ترقی اور خوشحالی کے لئے ہر ممکن کوشش کی جائے گی۔ اس موقع پر چوہدری محمد نے کہا کہ پاکستان اور کشمیر کا رشتہ لازوال ہے۔ انہوں نے مزید کہا کہ قوم دہشت گردی کے خلاف متحد ہے اور جمہوریت کی بالادستی پر یقین رکھتی ہے۔ اجلاس میں سیکرٹری، چیئرمین اور دیگر افسران نے شرکت کی۔ (377, 1080, 482, 1196)
column-divider (712, 22, 714, 1510)
article-text: حکومت نے عوام کے مسائل حل کرنے کے لئے اقدامات کئے ہیں اور وزیراعظم نے کہا کہ آزاد کشمیر کے عوام کی ترقی اور خوشحالی کے لئے ہر ممکن کوشش کی جائے گی۔ اس موقع پر چوہدری محمد نے کہا کہ پاکستان اور کشمیر کا رشتہ لازوال ہے۔ انہوں نے مزید کہا کہ قوم دہشت گردی کے خلاف متحد ہے اور جمہوریت کی بالادستی پر یقین رکھتی ہے۔ اجلاس میں سیکرٹری، چیئرمین اور دیگر افسران نے شرکت کی۔ (717, 1311, 803, 1445)
continuation-tag-21: 21 بقیہ (491, 145, 598, 167)
phone-3: 0300-5468808 (813, 1411, 957, 1429)
article-text: حکومت نے عوام کے مسائل حل کرنے کے لئے اقدامات کئے ہیں اور وزیراعظم نے کہا کہ آزاد کشمیر کے عوام کی ترقی اور خوشحالی کے لئے ہر ممکن کوشش کی جائے گی۔ اس موقع پر چوہدری محمد نے کہا کہ پاکستان اور کشمیر کا رشتہ لازوال ہے۔ انہوں نے مزید کہا کہ قوم دہشت گردی کے خلاف متحد ہے اور جمہوریت کی بالادستی پر یقین رکھتی ہے۔ اجلاس میں سیکرٹری، چیئرمین اور دیگر افسران نے شرکت کی۔ (32, 336, 139, 452)
article-text: حکومت نے عوام کے مسائل حل کرنے کے لئے اقدامات کئے ہیں اور وزیراعظم نے کہا کہ آزاد کشمیر کے عوام کی ترقی اور خوشحالی کے لئے ہر ممکن کوشش کی جائے گی۔ اس موقع پر چوہدری محمد نے کہا کہ پاکستان اور کشمیر کا رشتہ لازوال ہے۔ انہوں نے مزید کہا کہ قوم دہشت گردی کے خلاف متحد ہے اور جمہوریت کی بالادستی پر یقین رکھتی ہے۔ اجلاس میں سیکرٹری، چیئرمین اور دیگر افسران نے شرکت کی۔ (810, 55, 960, 135)
continuation-tag-3: 3 بقیہ (812, 436, 958, 458)
managing-editor-name: حافظ محمد اشرف (813, 1335, 957, 1350)
continuation-tag-41: 41 بقیہ (34, 154, 137, 176)
continuation-tag-8: 8 بقیہ (812, 1197, 958, 1219)
article-text: حکومت نے عوام کے مسائل حل کرنے کے لئے اقدامات کئے ہیں اور وزیراعظم نے کہا کہ آزاد کشمیر کے عوام کی ترقی اور خوشحالی کے لئے ہر ممکن کوشش کی جائے گی۔ اس موقع پر چوہدری محمد نے کہا کہ پاکستان اور کشمیر کا رشتہ لازوال ہے۔ انہوں نے مزید کہا کہ قوم دہشت گردی کے خلاف متحد ہے اور جمہوریت کی بالادستی پر یقین رکھتی ہے۔ اجلاس میں سیکرٹری، چیئرمین اور دیگر افسران نے شرکت کی۔ (146, 174, 254, 281)
column-3 (603, 22, 713, 1531)
article-text: حکومت نے عوام کے مسائل حل کرنے کے لئے اقدامات کئے ہیں اور وزیراعظم نے کہا کہ آزاد کشمیر کے عوام کی ترقی اور خوشحالی کے لئے ہر ممکن کوشش کی جائے گی۔ اس موقع پر چوہدری محمد نے کہا کہ پاکستان اور کشمیر کا رشتہ لازوال ہے۔ انہوں نے مزید کہا کہ قوم دہشت گردی کے خلاف متحد ہے اور جمہوریت کی بالادستی پر یقین رکھتی ہے۔ اجلاس میں سیکرٹری، چیئرمین اور دیگر افسران نے شرکت کی۔ (717, 656, 803, 790)
article-text: حکومت نے عوام کے مسائل حل کرنے کے لئے اقدامات کئے ہیں اور وزیراعظم نے کہا کہ آزاد کشمیر کے عوام کی ترقی اور خوشحالی کے لئے ہر ممکن کوشش کی جائے گی۔ اس موقع پر چوہدری محمد نے کہا کہ پاکستان اور کشمیر کا رشتہ لازوال ہے۔ انہوں نے مزید کہا کہ قوم دہشت گردی کے خلاف متحد ہے اور جمہوریت کی بالادستی پر یقین رکھتی ہے۔ اجلاس میں سیکرٹری، چیئرمین اور دیگر افسران نے شرکت کی۔ (261, 1005, 370, 1112)
continuation-tag-37: 37 بقیہ (148, 289, 252, 311)
chief-editor-name: خالد چوہدری (813, 1238, 957, 1265)
article-text: حکومت نے عوام کے مسائل حل کرنے کے لئے اقدامات کئے ہیں اور وزیراعظم نے کہا کہ آزاد کشمیر کے عوام کی ترقی اور خوشحالی کے لئے ہر ممکن کوشش کی جائے گی۔ اس موقع پر چوہدری محمد نے کہا کہ پاکستان اور کشمیر کا رشتہ لازوال ہے۔ انہوں نے مزید کہا کہ قوم دہشت گردی کے خلاف متحد ہے اور جمہوریت کی بالادستی پر یقین رکھتی ہے۔ اجلاس میں سیکرٹری، چیئرمین اور دیگر افسران نے شرکت کی۔ (32, 30, 139, 146)
article-text: حکومت نے عوام کے مسائل حل کرنے کے لئے اقدامات کئے ہیں اور وزیراعظم نے کہا کہ آزاد کشمیر کے عوام کی ترقی اور خوشحالی کے لئے ہر ممکن کوشش کی جائے گی۔ اس موقع پر چوہدری محمد نے کہا کہ پاکستان اور کشمیر کا رشتہ لازوال ہے۔ انہوں نے مزید کہا کہ قوم دہشت گردی کے خلاف متحد ہے اور جمہوریت کی بالادستی پر یقین رکھتی ہے۔ اجلاس میں سیکرٹری، چیئرمین اور دیگر افسران نے شرکت کی۔ (377, 708, 482, 824)
article-text: حکومت نے عوام کے مسائل حل کرنے کے لئے اقدامات کئے ہیں اور وزیراعظم نے کہا کہ آزاد کشمیر کے عوام کی ترقی اور خوشحالی کے لئے ہر ممکن کوشش کی جائے گی۔ اس موقع پر چوہدری محمد نے کہا کہ پاکستان اور کشمیر کا رشتہ لازوال ہے۔ انہوں نے مزید کہا کہ قوم دہشت گردی کے خلاف متحد ہے اور جمہوریت کی بالادستی پر یقین رکھتی ہے۔ اجلاس میں سیکرٹری، چیئرمین اور دیگر افسران نے شرکت کی۔ (489, 548, 600, 655)
article-text: حکومت نے عوام کے مسائل حل کرنے کے لئے اقدامات کئے ہیں اور وزیراعظم نے کہا کہ آزاد کشمیر کے عوام کی ترقی اور خوشحالی کے لئے ہر ممکن کوشش کی جائے گی۔ اس موقع پر چوہدری محمد نے کہا کہ پاکستان اور کشمیر کا رشتہ لازوال ہے۔ انہوں نے مزید کہا کہ قوم دہشت گردی کے خلاف متحد ہے اور جمہوریت کی بالادستی پر یقین رکھتی ہے۔ اجلاس میں سیکرٹری، چیئرمین اور دیگر افسران نے شرکت کی۔ (32, 919, 139, 1035)
fold-mark (952, 716, 966, 717)
article-text: حکومت نے عوام کے مسائل حل کرنے کے لئے اقدامات کئے ہیں اور وزیراعظم نے کہا کہ آزاد کشمیر کے عوام کی ترقی اور خوشحالی کے لئے ہر ممکن کوشش کی جائے گی۔ اس موقع پر چوہدری محمد نے کہا کہ پاکستان اور کشمیر کا رشتہ لازوال ہے۔ انہوں نے مزید کہا کہ قوم دہشت گردی کے خلاف متحد ہے اور جمہوریت کی بالادستی پر یقین رکھتی ہے۔ اجلاس میں سیکرٹری، چیئرمین اور دیگر افسران نے شرکت کی۔ (810, 348, 960, 428)
continuation-tag-24: 24 بقیہ (379, 402, 480, 424)
continuation-tag-32: 32 بقیہ (263, 832, 368, 854)
continuation-tag-12: 12 بقیہ (719, 969, 801, 991)
continuation-tag-39: 39 بقیہ (148, 807, 252, 829)
article-text: حکومت نے عوام کے مسائل حل کرنے کے لئے اقدامات کئے ہیں اور وزیراعظم نے کہا کہ آزاد کشمیر کے عوام کی ترقی اور خوشحالی کے لئے ہر ممکن کوشش کی جائے گی۔ اس موقع پر چوہدری محمد نے کہا کہ پاکستان اور کشمیر کا رشتہ لازوال ہے۔ انہوں نے مزید کہا کہ قوم دہشت گردی کے خلاف متحد ہے اور جمہوریت کی بالادستی پر یقین رکھتی ہے۔ اجلاس میں سیکرٹری، چیئرمین اور دیگر افسران نے شرکت کی۔ (377, 956, 482, 1072)
article-text: حکومت نے عوام کے مسائل حل کرنے کے لئے اقدامات کئے ہیں اور وزیراعظم نے کہا کہ آزاد کشمیر کے عوام کی ترقی اور خوشحالی کے لئے ہر ممکن کوشش کی جائے گی۔ اس موقع پر چوہدری محمد نے کہا کہ پاکستان اور کشمیر کا رشتہ لازوال ہے۔ انہوں نے مزید کہا کہ قوم دہشت گردی کے خلاف متحد ہے اور جمہوریت کی بالادستی پر یقین رکھتی ہے۔ اجلاس میں سیکرٹری، چیئرمین اور دیگر افسران نے شرکت کی۔ (717, 172, 803, 306)
article-text: حکومت نے عوام کے مسائل حل کرنے کے لئے اقدامات کئے ہیں اور وزیراعظم نے کہا کہ آزاد کشمیر کے عوام کی ترقی اور خوشحالی کے لئے ہر ممکن کوشش کی جائے گی۔ اس موقع پر چوہدری محمد نے کہا کہ پاکستان اور کشمیر کا رشتہ لازوال ہے۔ انہوں نے مزید کہا کہ قوم دہشت گردی کے خلاف متحد ہے اور جمہوریت کی بالادستی پر یقین رکھتی ہے۔ اجلاس میں سیکرٹری، چیئرمین اور دیگر افسران نے شرکت کی۔ (717, 1482, 803, 1616)
article-text: حکومت نے عوام کے مسائل حل کرنے کے لئے اقدامات کئے ہیں اور وزیراعظم نے کہا کہ آزاد کشمیر کے عوام کی ترقی اور خوشحالی کے لئے ہر ممکن کوشش کی جائے گی۔ اس موقع پر چوہدری محمد نے کہا کہ پاکستان اور کشمیر کا رشتہ لازوال ہے۔ انہوں نے مزید کہا کہ قوم دہشت گردی کے خلاف متحد ہے اور جمہوریت کی بالادستی پر یقین رکھتی ہے۔ اجلاس میں سیکرٹری، چیئرمین اور دیگر افسران نے شرکت کی۔ (810, 1109, 960, 1189)
fold-mark (952, 515, 966, 516)
continuation-tag-2: 2 بقیہ (812, 231, 958, 253)
column-divider (602, 22, 604, 1510)
article-text: حکومت نے عوام کے مسائل حل کرنے کے لئے اقدامات کئے ہیں اور وزیراعظم نے کہا کہ آزاد کشمیر کے عوام کی ترقی اور خوشحالی کے لئے ہر ممکن کوشش کی جائے گی۔ اس موقع پر چوہدری محمد نے کہا کہ پاکستان اور کشمیر کا رشتہ لازوال ہے۔ انہوں نے مزید کہا کہ قوم دہشت گردی کے خلاف متحد ہے اور جمہوریت کی بالادستی پر یقین رکھتی ہے۔ اجلاس میں سیکرٹری، چیئرمین اور دیگر افسران نے شرکت کی۔ (261, 1149, 370, 1256)
continuation-tag-31: 31 بقیہ (263, 688, 368, 710)
